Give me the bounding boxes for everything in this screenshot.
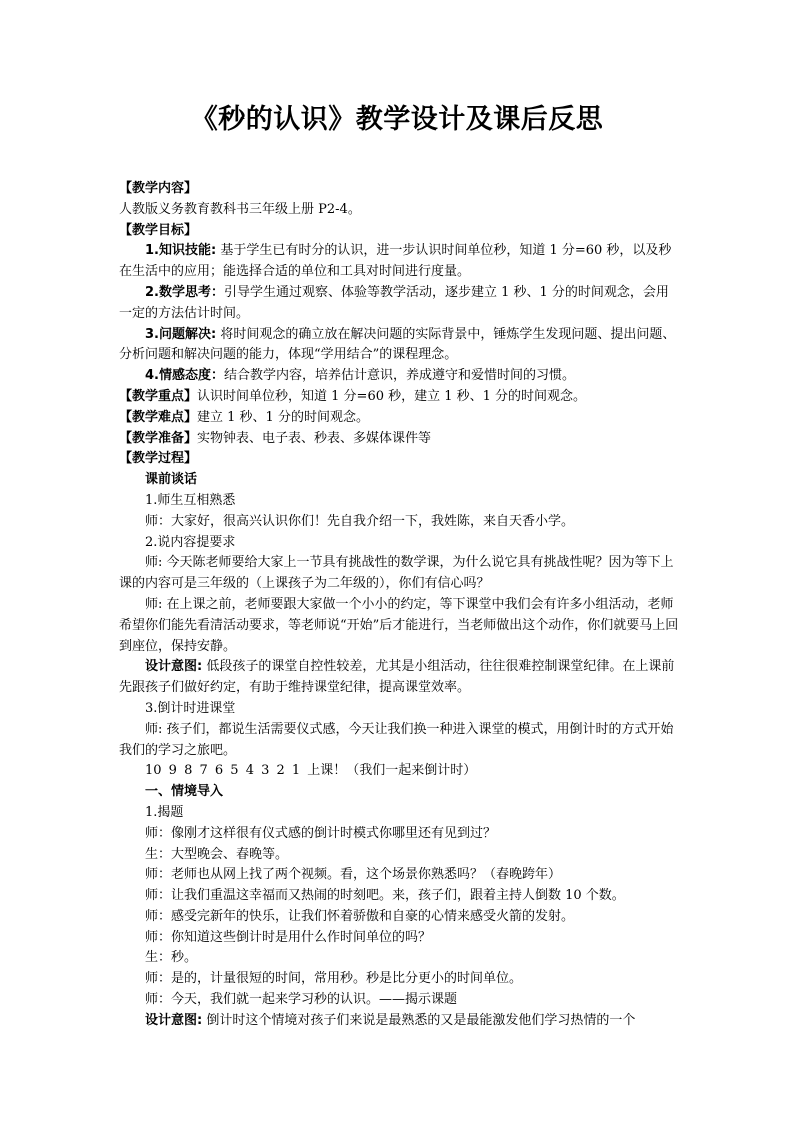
goal-4-text: 结合教学内容，培养估计意识，养成遵守和爱惜时间的习惯。 [223,368,575,384]
goal-3-text: 将时间观念的确立放在解决问题的实际背景中，锤炼学生发现问题、提出问题、分析问题和解决问题的能力，体现“学用结合”的课程理念。 [119,326,676,363]
preparation-text: 实物钟表、电子表、秒表、多媒体课件等 [197,430,432,446]
difficulty-text: 建立 1 秒、1 分的时间观念。 [197,409,369,425]
paragraph-goal-1 [119,241,679,283]
dialogue-line: 师：你知道这些倒计时是用什么作时间单位的吗？ [145,929,432,945]
paragraph-preparation [119,429,679,450]
dialogue-line: 师：老师也从网上找了两个视频。看，这个场景你熟悉吗？（春晚跨年） [145,867,562,883]
dialogue-line: 师：让我们重温这幸福而又热闹的时刻吧。来，孩子们，跟着主持人倒数 10 个数。 [145,888,625,904]
dialogue-line: 生：秒。 [145,950,198,966]
paragraph-design-intent-2 [119,1011,679,1032]
list-item: 3.倒计时进课堂 [145,700,236,716]
dialogue-line: 师：感受完新年的快乐，让我们怀着骄傲和自豪的心情来感受火箭的发射。 [145,908,575,924]
paragraph-goal-2 [119,283,679,325]
section-heading-goals: 【教学目标】 [119,222,198,238]
dialogue-line: 师：今天，我们就一起来学习秒的认识。——揭示课题 [145,992,458,1008]
goal-2-label: 2.数学思考： [145,284,224,300]
dialogue-line: 师：大家好，很高兴认识你们！先自我介绍一下，我姓陈，来自天香小学。 [145,513,575,529]
paragraph-design-intent-1 [119,657,679,699]
dialogue-line: 师: 在上课之前，老师要跟大家做一个小小的约定，等下课堂中我们会有许多小组活动，老师希望你们能先看清活动要求，等老师说“开始”后才能进行，当老师做出这个动作，你们就要马上回到座位，保持安静。 [119,596,679,654]
design-intent-label: 设计意图: [145,659,203,675]
subheading-pre-talk: 课前谈话 [145,472,198,488]
section-heading-key: 【教学重点】 [119,388,198,404]
dialogue-line: 生：大型晚会、春晚等。 [145,846,289,862]
list-item: 1.师生互相熟悉 [145,492,236,508]
design-intent-label: 设计意图: [145,1012,203,1028]
paragraph-key-points [119,387,679,408]
paragraph-goal-3 [119,325,679,367]
section-heading-preparation: 【教学准备】 [119,430,198,446]
goal-2-text: 引导学生通过观察、体验等教学活动，逐步建立 1 秒、1 分的时间观念，会用一定的方法估计时间。 [119,284,669,321]
countdown-line: 10 9 8 7 6 5 4 3 2 1 上课！（我们一起来倒计时） [145,763,477,779]
design-intent-text: 倒计时这个情境对孩子们来说是最熟悉的又是最能激发他们学习热情的一个 [202,1012,636,1028]
dialogue-line: 师：像刚才这样很有仪式感的倒计时模式你哪里还有见到过？ [145,825,497,841]
goal-3-label: 3.问题解决: [145,326,217,342]
dialogue-line: 师: 今天陈老师要给大家上一节具有挑战性的数学课，为什么说它具有挑战性呢？因为等下上课的内容可是三年级的（上课孩子为二年级的），你们有信心吗？ [119,555,674,592]
list-item: 1.揭题 [145,804,184,820]
section-heading-content: 【教学内容】 [119,181,198,196]
document-body [119,179,679,1032]
section-heading-situation-intro: 一、情境导入 [145,784,224,800]
goal-1-text: 基于学生已有时分的认识，进一步认识时间单位秒，知道 1 分=60 秒，以及秒在生活中的应用；能选择合适的单位和工具对时间进行度量。 [119,243,672,280]
dialogue-line: 师：是的，计量很短的时间，常用秒。秒是比分更小的时间单位。 [145,971,523,987]
key-text: 认识时间单位秒，知道 1 分=60 秒，建立 1 秒、1 分的时间观念。 [197,388,587,404]
goal-1-label: 1.知识技能: [145,243,217,259]
section-heading-difficulty: 【教学难点】 [119,409,198,425]
goal-4-label: 4.情感态度： [145,368,224,384]
paragraph-difficulties [119,408,679,429]
design-intent-text: 低段孩子的课堂自控性较差，尤其是小组活动，往往很难控制课堂纪律。在上课前先跟孩子们做好约定，有助于维持课堂纪律，提高课堂效率。 [119,659,675,696]
document-title: 《秒的认识》教学设计及课后反思 [190,104,604,135]
paragraph-goal-4 [119,366,679,387]
dialogue-line: 师: 孩子们，都说生活需要仪式感，今天让我们换一种进入课堂的模式，用倒计时的方式开始我们的学习之旅吧。 [119,721,674,758]
paragraph-content: 人教版义务教育教科书三年级上册 P2-4。 [119,201,361,217]
section-heading-process: 【教学过程】 [119,451,198,467]
list-item: 2.说内容提要求 [145,534,236,550]
